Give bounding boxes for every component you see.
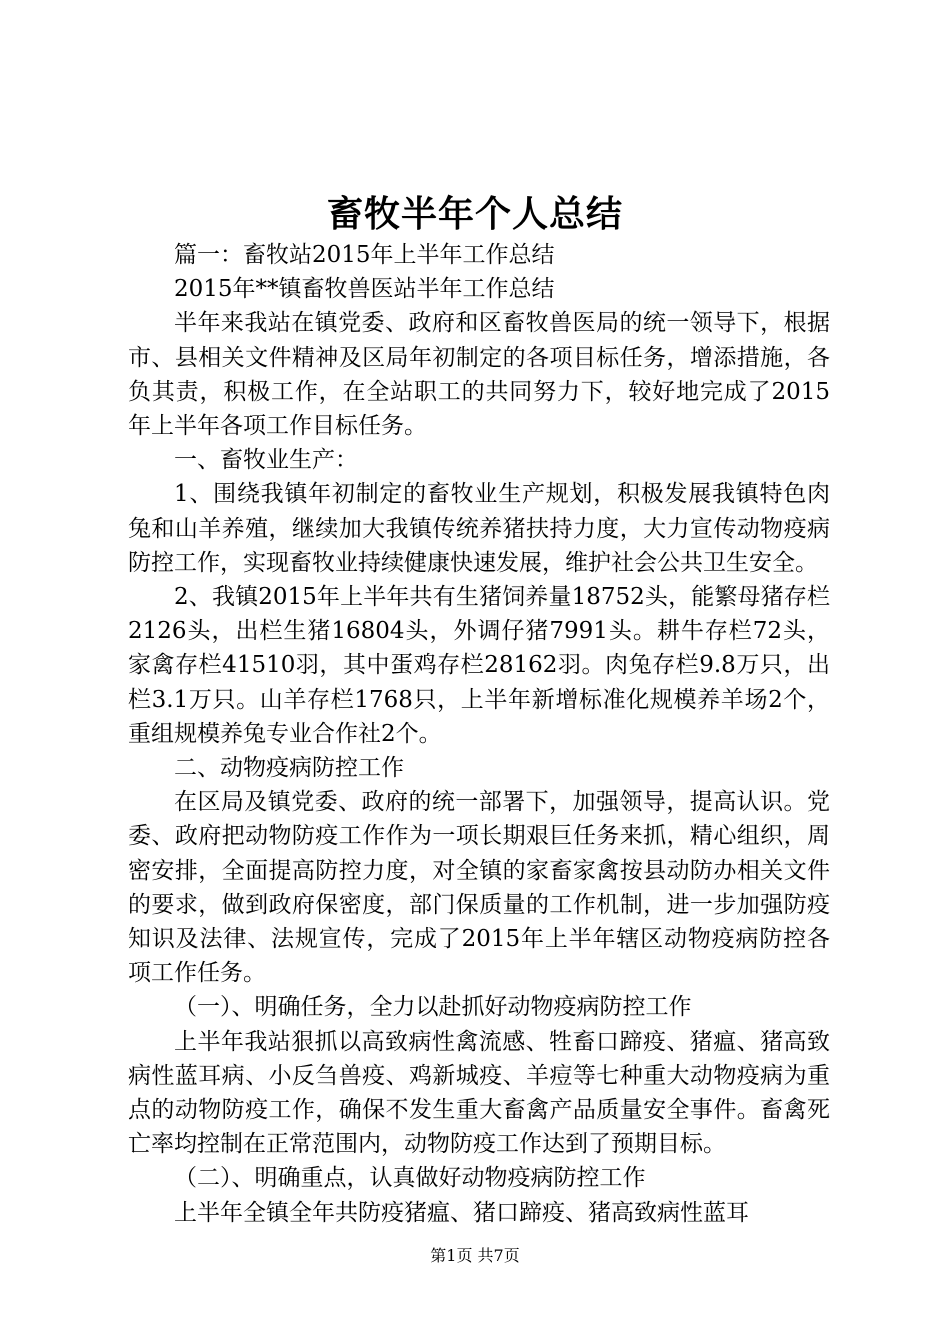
- paragraph-subtitle: 2015年**镇畜牧兽医站半年工作总结: [174, 276, 555, 303]
- page-footer: 第1页 共7页: [430, 1246, 520, 1265]
- paragraph-disease-control: 在区局及镇党委、政府的统一部署下，加强领导，提高认识。党委、政府把动物防疫工作作为一项长期艰巨任务来抓，精心组织，周密安排，全面提高防控力度，对全镇的家畜家禽按县动防办相关文件的要求，做到政府保密度，部门保质量的工作机制，进一步加强防疫知识及法律、法规宣传，完成了2015年上半年辖区动物疫病防控各项工作任务。: [128, 789, 830, 987]
- section-heading-production: 一、畜牧业生产：: [174, 447, 358, 474]
- document-title: 畜牧半年个人总结: [326, 193, 623, 235]
- subsection-heading-2: （二）、明确重点，认真做好动物疫病防控工作: [174, 1165, 646, 1192]
- paragraph-production-2: 2、我镇2015年上半年共有生猪饲养量18752头，能繁母猪存栏2126头，出栏生猪16804头，外调仔猪7991头。耕牛存栏72头，家禽存栏41510羽，其中蛋鸡存栏28162羽。肉兔存栏9.8万只，出栏3.1万只。山羊存栏1768只，上半年新增标准化规模养羊场2个，重组规模养兔专业合作社2个。: [128, 584, 830, 747]
- subsection-heading-1: （一）、明确任务，全力以赴抓好动物疫病防控工作: [174, 994, 692, 1021]
- paragraph-article-heading: 篇一：畜牧站2015年上半年工作总结: [174, 242, 555, 268]
- paragraph-subsection-2: 上半年全镇全年共防疫猪瘟、猪口蹄疫、猪高致病性蓝耳: [174, 1199, 749, 1226]
- paragraph-production-1: 1、围绕我镇年初制定的畜牧业生产规划，积极发展我镇特色肉兔和山羊养殖，继续加大我镇传统养猪扶持力度，大力宣传动物疫病防控工作，实现畜牧业持续健康快速发展，维护社会公共卫生安全。: [128, 481, 830, 576]
- section-heading-disease-control: 二、动物疫病防控工作: [174, 755, 404, 782]
- paragraph-subsection-1: 上半年我站狠抓以高致病性禽流感、牲畜口蹄疫、猪瘟、猪高致病性蓝耳病、小反刍兽疫、鸡新城疫、羊痘等七种重大动物疫病为重点的动物防疫工作，确保不发生重大畜禽产品质量安全事件。畜禽死亡率均控制在正常范围内，动物防疫工作达到了预期目标。: [128, 1028, 830, 1158]
- document-body: [128, 238, 830, 1230]
- paragraph-intro: 半年来我站在镇党委、政府和区畜牧兽医局的统一领导下，根据市、县相关文件精神及区局年初制定的各项目标任务，增添措施，各负其责，积极工作，在全站职工的共同努力下，较好地完成了2015年上半年各项工作目标任务。: [128, 310, 830, 440]
